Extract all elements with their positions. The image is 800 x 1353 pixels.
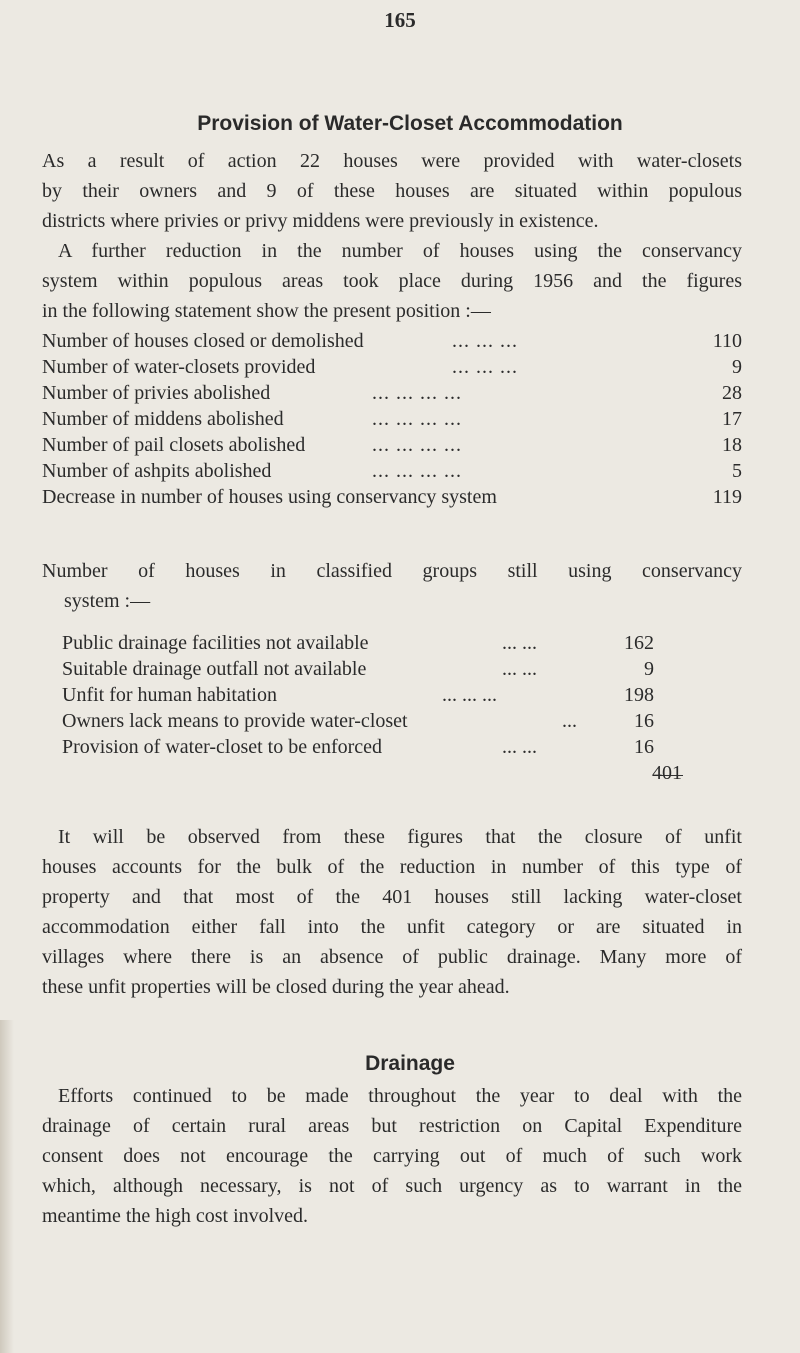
table-row bbox=[42, 434, 742, 460]
text-line: Number of houses in classified groups still using conservancy bbox=[42, 560, 742, 582]
text-line: consent does not encourage the carrying out of much of such work bbox=[42, 1145, 742, 1167]
text-line: As a result of action 22 houses were provided with water-closets bbox=[42, 150, 742, 172]
row-value: 17 bbox=[722, 408, 742, 430]
row-label: Owners lack means to provide water-closet bbox=[62, 710, 408, 732]
page-number: 165 bbox=[384, 8, 416, 32]
paragraph-classified-groups bbox=[42, 556, 742, 616]
dot-leader: ... ... bbox=[502, 658, 537, 680]
row-label: Number of ashpits abolished bbox=[42, 460, 272, 482]
text-line: system within populous areas took place during 1956 and the figures bbox=[42, 270, 742, 292]
row-value: 5 bbox=[732, 460, 742, 482]
dot-leader: ... ... ... bbox=[442, 684, 497, 706]
row-label: Unfit for human habitation bbox=[62, 684, 277, 706]
table-row bbox=[42, 408, 742, 434]
text-line: which, although necessary, is not of such urgency as to warrant in the bbox=[42, 1175, 742, 1197]
row-label: Number of privies abolished bbox=[42, 382, 271, 404]
row-label: Number of pail closets abolished bbox=[42, 434, 306, 456]
row-value: 18 bbox=[722, 434, 742, 456]
text-line: accommodation either fall into the unfit category or are situated in bbox=[42, 916, 742, 938]
row-label: Number of houses closed or demolished bbox=[42, 330, 364, 352]
row-label: Decrease in number of houses using conservancy system bbox=[42, 486, 497, 508]
text-line: in the following statement show the present position :— bbox=[42, 300, 491, 322]
paragraph-conservancy-reduction bbox=[42, 236, 742, 326]
text-line: system :— bbox=[64, 590, 151, 612]
table-row bbox=[62, 684, 682, 710]
dot-leader: ... ... bbox=[502, 632, 537, 654]
table-row bbox=[62, 736, 682, 762]
table-row bbox=[62, 710, 682, 736]
total-row bbox=[62, 762, 682, 788]
text-line: by their owners and 9 of these houses are situated within populous bbox=[42, 180, 742, 202]
section-heading-water-closet: Provision of Water-Closet Accommodation bbox=[197, 112, 623, 135]
text-line: property and that most of the 401 houses still lacking water-closet bbox=[42, 886, 742, 908]
row-value: 162 bbox=[624, 632, 654, 654]
table-row bbox=[42, 486, 742, 512]
table-row bbox=[42, 460, 742, 486]
row-value: 9 bbox=[732, 356, 742, 378]
row-value: 110 bbox=[712, 330, 742, 352]
table-row bbox=[42, 356, 742, 382]
paragraph-action-results bbox=[42, 146, 742, 236]
text-line: drainage of certain rural areas but restriction on Capital Expenditure bbox=[42, 1115, 742, 1137]
paragraph-drainage bbox=[42, 1081, 742, 1231]
dot-leader: ... ... ... ... bbox=[372, 382, 462, 404]
total-value: 401 bbox=[652, 762, 682, 784]
text-line: districts where privies or privy middens were previously in existence. bbox=[42, 210, 599, 232]
dot-leader: ... ... ... bbox=[452, 330, 518, 352]
conservancy-statistics-table bbox=[42, 330, 742, 512]
text-line: houses accounts for the bulk of the reduction in number of this type of bbox=[42, 856, 742, 878]
dot-leader: ... ... bbox=[502, 736, 537, 758]
table-row bbox=[42, 382, 742, 408]
row-value: 119 bbox=[712, 486, 742, 508]
text-line: these unfit properties will be closed during the year ahead. bbox=[42, 976, 510, 998]
row-value: 9 bbox=[644, 658, 654, 680]
text-line: It will be observed from these figures that the closure of unfit bbox=[58, 826, 742, 848]
text-line: meantime the high cost involved. bbox=[42, 1205, 309, 1227]
dot-leader: ... ... ... ... bbox=[372, 408, 462, 430]
row-label: Public drainage facilities not available bbox=[62, 632, 369, 654]
paragraph-observations bbox=[42, 822, 742, 1002]
row-value: 198 bbox=[624, 684, 654, 706]
row-label: Number of middens abolished bbox=[42, 408, 284, 430]
row-value: 16 bbox=[634, 736, 654, 758]
row-value: 28 bbox=[722, 382, 742, 404]
row-label: Provision of water-closet to be enforced bbox=[62, 736, 383, 758]
dot-leader: ... ... ... ... bbox=[372, 434, 462, 456]
row-label: Number of water-closets provided bbox=[42, 356, 316, 378]
text-line: A further reduction in the number of houses using the conservancy bbox=[58, 240, 742, 262]
text-line: villages where there is an absence of public drainage. Many more of bbox=[42, 946, 742, 968]
dot-leader: ... ... ... bbox=[452, 356, 518, 378]
classified-groups-table bbox=[62, 632, 682, 788]
table-row bbox=[42, 330, 742, 356]
row-label: Suitable drainage outfall not available bbox=[62, 658, 367, 680]
dot-leader: ... bbox=[562, 710, 577, 732]
text-line: Efforts continued to be made throughout the year to deal with the bbox=[58, 1085, 742, 1107]
section-heading-drainage: Drainage bbox=[365, 1052, 455, 1075]
row-value: 16 bbox=[634, 710, 654, 732]
dot-leader: ... ... ... ... bbox=[372, 460, 462, 482]
table-row bbox=[62, 658, 682, 684]
table-row bbox=[62, 632, 682, 658]
